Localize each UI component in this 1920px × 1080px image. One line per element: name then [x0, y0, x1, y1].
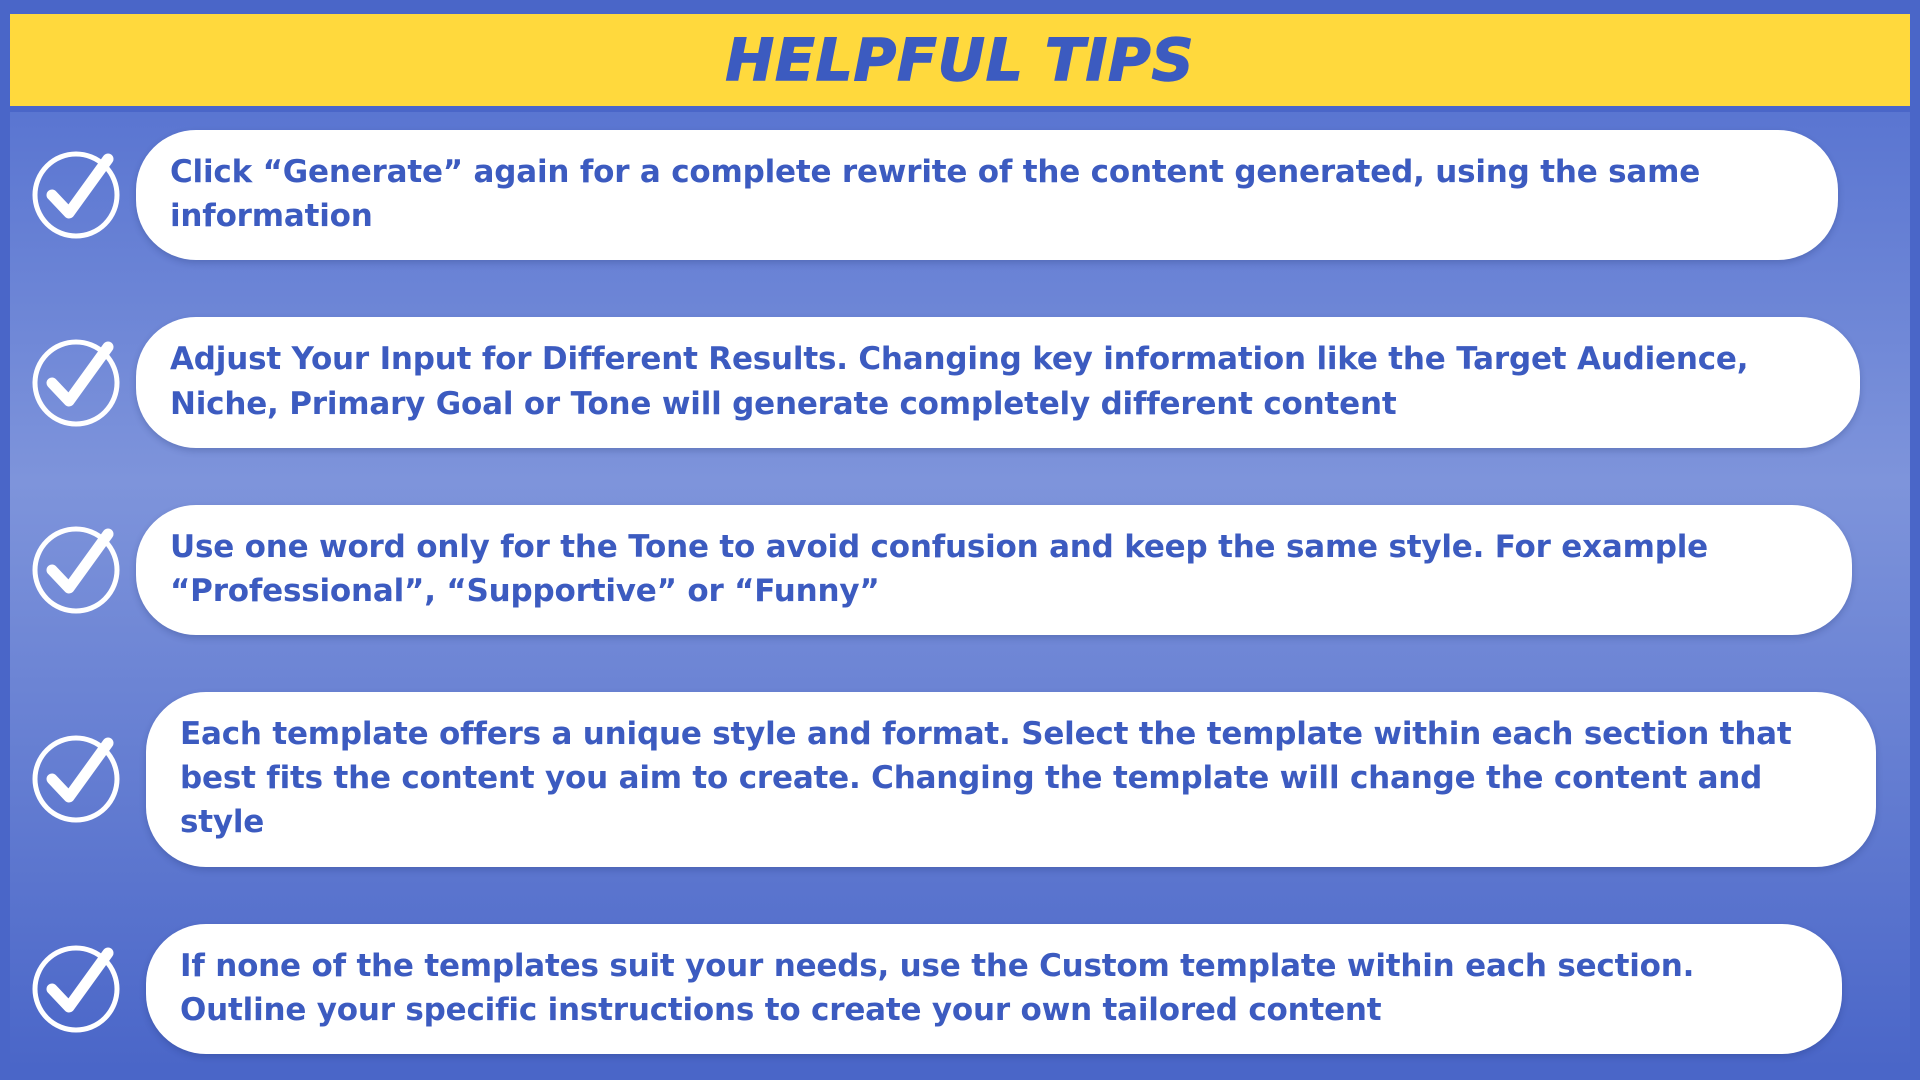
tip-bubble [136, 317, 1860, 447]
tip-bubble [146, 692, 1876, 866]
tip-text: If none of the templates suit your needs, use the Custom template within each section. Outline your specific instructions to create your own tailored content [180, 947, 1695, 1028]
tip-text: Adjust Your Input for Different Results. Changing key information like the Target Audience, Niche, Primary Goal or Tone will generate completely different content [170, 341, 1749, 422]
tip-text: Use one word only for the Tone to avoid confusion and keep the same style. For example “Professional”, “Supportive” or “Funny” [170, 528, 1708, 609]
top-border-rule [10, 0, 1910, 14]
tip-bubble [136, 130, 1838, 260]
check-circle-icon [24, 937, 128, 1041]
tip-bubble [136, 505, 1852, 635]
check-circle-icon [24, 331, 128, 435]
tips-list [10, 112, 1910, 1070]
list-item [24, 505, 1888, 635]
tip-text: Click “Generate” again for a complete rewrite of the content generated, using the same information [170, 154, 1701, 235]
check-circle-icon [24, 143, 128, 247]
header-band [10, 14, 1910, 112]
list-item [24, 924, 1888, 1054]
tip-text: Each template offers a unique style and format. Select the template within each section that best fits the content you aim to create. Changing the template will change the content and style [180, 716, 1792, 841]
check-circle-icon [24, 518, 128, 622]
page-title: HELPFUL TIPS [725, 26, 1195, 94]
list-item [24, 692, 1888, 866]
tip-bubble [146, 924, 1842, 1054]
list-item [24, 130, 1888, 260]
list-item [24, 317, 1888, 447]
check-circle-icon [24, 727, 128, 831]
